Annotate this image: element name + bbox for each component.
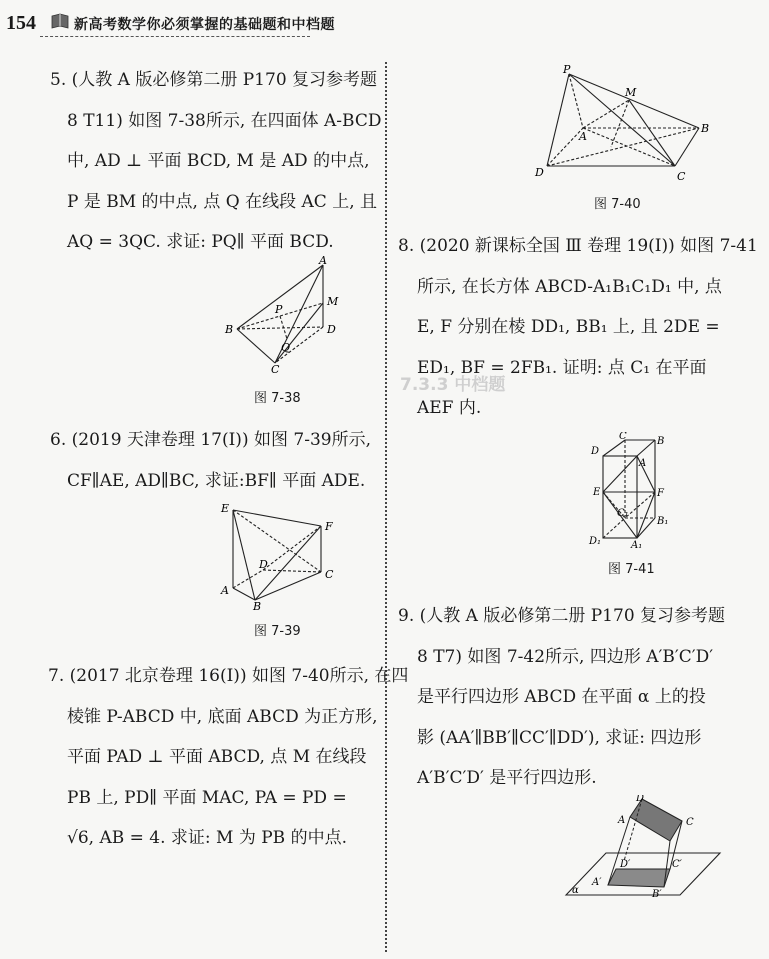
label-D: D: [327, 323, 336, 336]
label-M: M: [625, 86, 637, 99]
problem-7: [48, 656, 408, 859]
problem-line: 8. (2020 新课标全国 Ⅲ 卷理 19(I)) 如图 7-41: [398, 236, 758, 256]
problem-line: 9. (人教 A 版必修第二册 P170 复习参考题: [398, 606, 726, 626]
page-number: 154: [6, 12, 36, 34]
figure-7-42: [560, 795, 730, 905]
label-alpha: α: [572, 885, 579, 896]
label-B: B: [253, 600, 262, 610]
problem-line: 中, AD ⊥ 平面 BCD, M 是 AD 的中点,: [67, 151, 370, 171]
problem-line: 7. (2017 北京卷理 16(I)) 如图 7-40所示, 在四: [48, 666, 409, 686]
caption-7-39: 图 7-39: [254, 624, 301, 639]
label-F: F: [657, 488, 664, 499]
label-A: A: [579, 130, 587, 143]
label-P: P: [563, 63, 571, 76]
problem-line: 6. (2019 天津卷理 17(I)) 如图 7-39所示,: [50, 430, 371, 450]
label-C: C: [686, 817, 694, 828]
label-P: P: [275, 303, 283, 316]
label-F: F: [325, 520, 333, 533]
label-E: E: [593, 487, 601, 498]
problem-line: E, F 分别在棱 DD₁, BB₁ 上, 且 2DE =: [417, 317, 720, 337]
label-D1: D₁: [589, 536, 602, 547]
problem-line: 所示, 在长方体 ABCD-A₁B₁C₁D₁ 中, 点: [417, 276, 722, 297]
label-C: C: [677, 170, 686, 183]
caption-7-41: 图 7-41: [608, 562, 655, 577]
label-B: B: [657, 436, 665, 447]
label-A: A: [319, 255, 327, 267]
problem-line: 8 T11) 如图 7-38所示, 在四面体 A-BCD: [67, 110, 382, 131]
problem-line: P 是 BM 的中点, 点 Q 在线段 AC 上, 且: [67, 191, 378, 212]
label-C1: C₁: [617, 508, 629, 519]
label-C-prime: C′: [672, 859, 682, 870]
label-C: C: [325, 568, 334, 581]
label-B-prime: B′: [652, 889, 662, 900]
label-A-prime: A′: [592, 877, 602, 888]
label-C: C: [271, 363, 280, 375]
problem-line: PB 上, PD∥ 平面 MAC, PA = PD =: [67, 787, 347, 808]
label-M: M: [327, 295, 339, 308]
figure-7-41: [585, 432, 675, 550]
caption-7-40: 图 7-40: [594, 197, 641, 212]
label-D: D: [636, 795, 645, 804]
problem-line: 是平行四边形 ABCD 在平面 α 上的投: [417, 687, 706, 707]
problem-line: A′B′C′D′ 是平行四边形.: [417, 768, 597, 788]
problem-line: 5. (人教 A 版必修第二册 P170 复习参考题: [50, 70, 378, 90]
header-rule: [40, 36, 310, 37]
book-title: 新高考数学你必须掌握的基础题和中档题: [74, 17, 335, 33]
section-heading: 7.3.3 中档题: [400, 375, 506, 395]
label-A: A: [639, 458, 647, 469]
figure-7-39: [215, 500, 345, 610]
problem-8: [398, 226, 758, 429]
problem-line: 影 (AA′∥BB′∥CC′∥DD′), 求证: 四边形: [417, 727, 702, 748]
label-Q: Q: [281, 341, 291, 354]
label-B: B: [225, 323, 234, 336]
problem-line: √6, AB = 4. 求证: M 为 PB 的中点.: [67, 828, 347, 848]
label-E: E: [221, 502, 230, 515]
label-C: C: [619, 432, 627, 442]
problem-line: AEF 内.: [417, 398, 482, 418]
caption-7-38: 图 7-38: [254, 391, 301, 406]
figure-7-40: [525, 62, 715, 187]
label-D-prime: D′: [620, 859, 631, 870]
problem-line: AQ = 3QC. 求证: PQ∥ 平面 BCD.: [67, 232, 334, 252]
label-A: A: [221, 584, 229, 597]
figure-7-38: [215, 255, 345, 375]
label-A: A: [618, 815, 626, 826]
page-header: [0, 0, 769, 40]
label-D: D: [535, 166, 544, 179]
label-B1: B₁: [657, 516, 669, 527]
label-D: D: [591, 446, 600, 457]
book-icon: [50, 12, 70, 30]
label-B: B: [701, 122, 710, 135]
problem-9: [398, 596, 725, 799]
problem-6: [50, 420, 371, 501]
problem-line: ED₁, BF = 2FB₁. 证明: 点 C₁ 在平面: [417, 357, 707, 378]
problem-line: CF∥AE, AD∥BC, 求证:BF∥ 平面 ADE.: [67, 470, 366, 491]
problem-line: 平面 PAD ⊥ 平面 ABCD, 点 M 在线段: [67, 747, 367, 767]
problem-line: 棱锥 P-ABCD 中, 底面 ABCD 为正方形,: [67, 706, 378, 727]
problem-line: 8 T7) 如图 7-42所示, 四边形 A′B′C′D′: [417, 646, 714, 667]
label-D: D: [259, 558, 268, 571]
problem-5: [50, 60, 382, 263]
label-A1: A₁: [631, 540, 643, 550]
